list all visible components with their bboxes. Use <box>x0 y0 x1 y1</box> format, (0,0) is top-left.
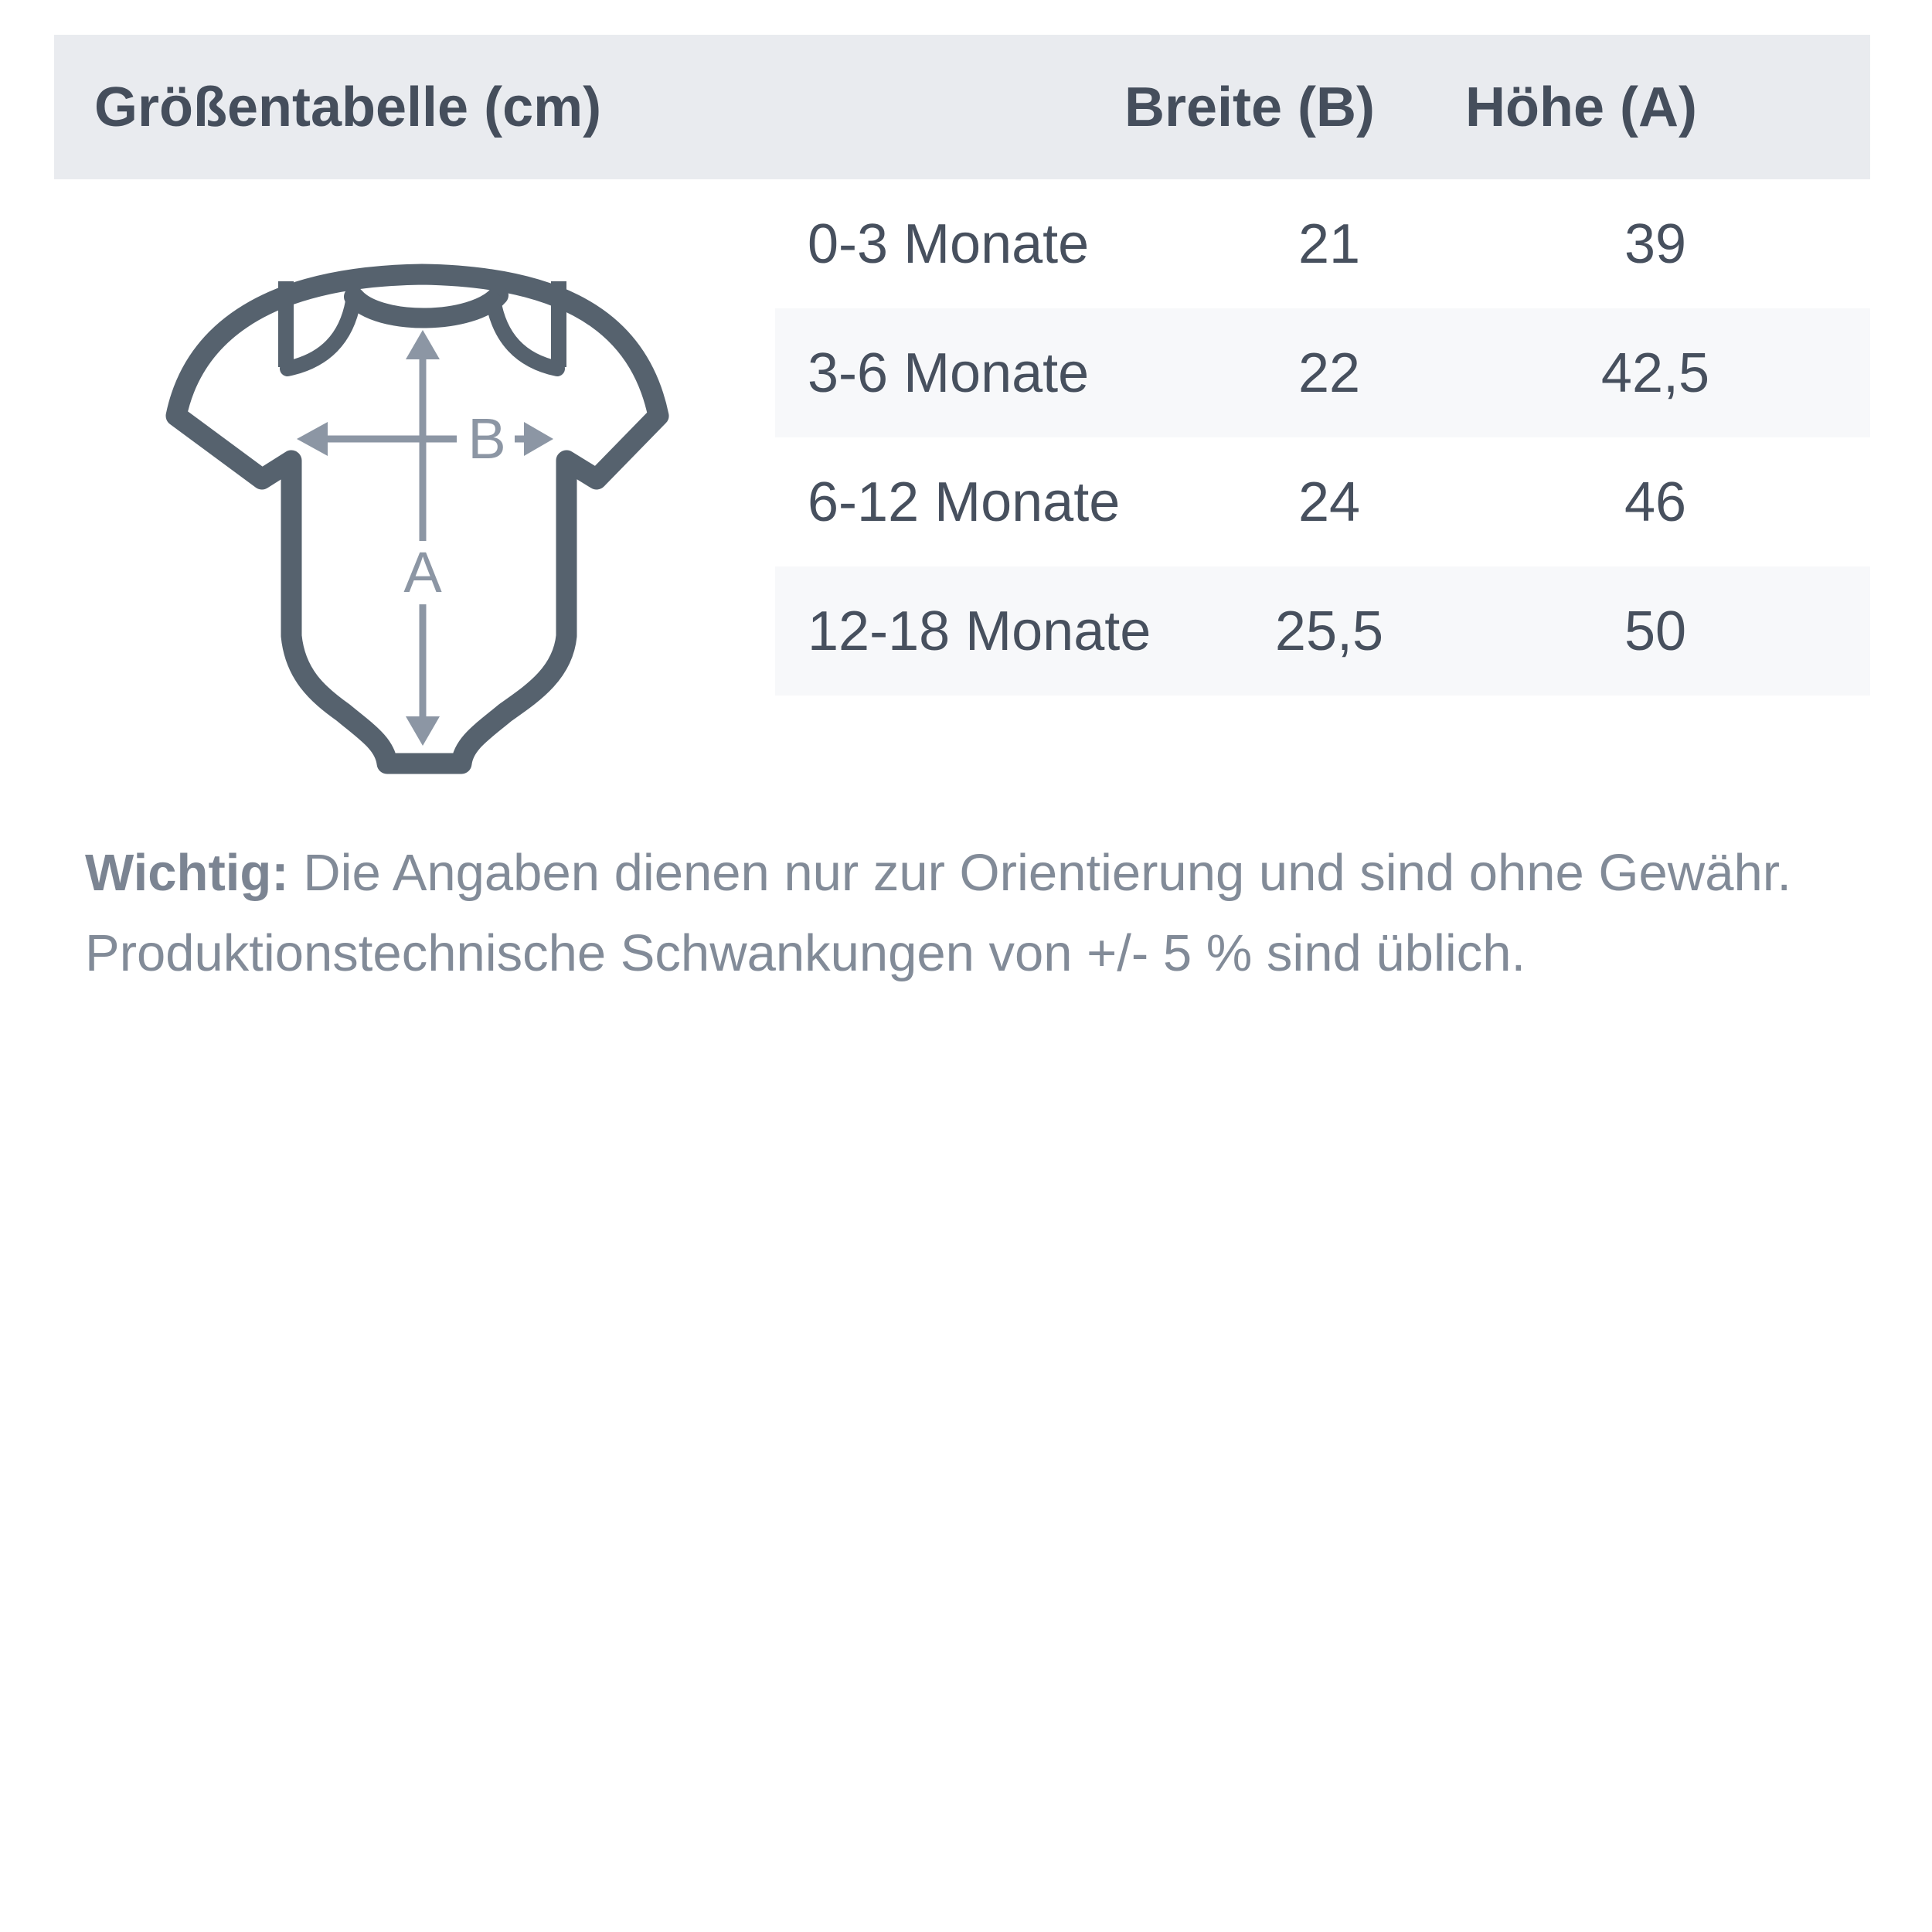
size-label: 12-18 Monate <box>808 600 1151 662</box>
baby-bodysuit-icon <box>139 232 696 788</box>
size-table-rows <box>775 179 1870 696</box>
table-row <box>775 179 1870 308</box>
note-line-1 <box>85 833 1791 913</box>
note-text-1: Die Angaben dienen nur zur Orientierung und sind ohne Gewähr. <box>303 844 1791 902</box>
size-label: 6-12 Monate <box>808 471 1121 533</box>
height-label-a: A <box>403 540 442 604</box>
table-row <box>775 308 1870 437</box>
hoehe-value: 39 <box>1624 213 1687 275</box>
hoehe-value: 42,5 <box>1600 342 1710 404</box>
table-row <box>775 437 1870 566</box>
width-label-b: B <box>468 406 506 471</box>
hoehe-value: 46 <box>1624 471 1687 533</box>
note-prefix: Wichtig: <box>85 844 289 902</box>
table-row <box>775 566 1870 696</box>
column-header-breite: Breite (B) <box>1124 76 1376 138</box>
note-line-2 <box>85 913 1791 994</box>
table-header-band <box>54 35 1870 179</box>
size-label: 0-3 Monate <box>808 213 1090 275</box>
breite-value: 24 <box>1298 471 1361 533</box>
breite-value: 22 <box>1298 342 1361 404</box>
hoehe-value: 50 <box>1624 600 1687 662</box>
breite-value: 21 <box>1298 213 1361 275</box>
note-text-2: Produktionstechnische Schwankungen von +/- 5 % sind üblich. <box>85 924 1526 982</box>
column-header-hoehe: Höhe (A) <box>1465 76 1697 138</box>
size-label: 3-6 Monate <box>808 342 1090 404</box>
breite-value: 25,5 <box>1274 600 1384 662</box>
disclaimer-note <box>85 833 1791 994</box>
table-title: Größentabelle (cm) <box>94 76 602 138</box>
